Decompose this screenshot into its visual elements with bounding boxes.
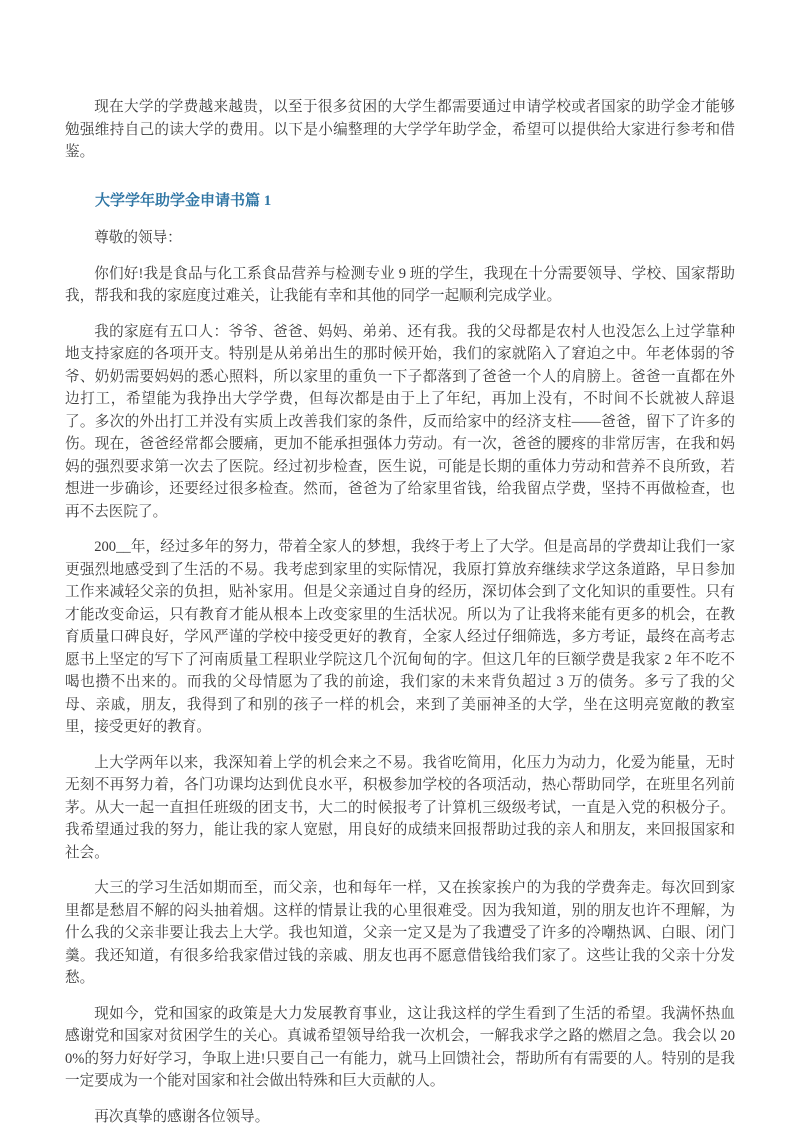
section-heading-title: 大学学年助学金申请书篇 1 <box>95 192 272 209</box>
college-admission-paragraph: 200__年，经过多年的努力，带着全家人的梦想，我终于考上了大学。但是高昂的学费却让我们一家更强烈地感受到了生活的不易。我考虑到家里的实际情况，我原打算放弃继续求学这条道路，早日参加工作来减轻父亲的负担，贴补家用。但是父亲通过自身的经历，深切体会到了文化知识的重要性。只有才能改变命运，只有教育才能从根本上改变家里的生活状况。所以为了让我将来能有更多的机会，在教育质量口碑良好，学风严谨的学校中接受更好的教育，全家人经过仔细筛选，多方考证，最终在高考志愿书上坚定的写下了河南质量工程职业学院这几个沉甸甸的字。但这几年的巨额学费是我家 2 年不吃不喝也攒不出来的。而我的父母情愿为了我的前途，我们家的未来背负超过 3 万的债务。多亏了我的父母、亲戚，朋友，我得到了和别的孩子一样的机会，来到了美丽神圣的大学，坐在这明亮宽敞的教室里，接受更好的教育。 <box>65 539 735 735</box>
family-background-paragraph: 我的家庭有五口人：爷爷、爸爸、妈妈、弟弟、还有我。我的父母都是农村人也没怎么上过学靠种地支持家庭的各项开支。特别是从弟弟出生的那时候开始，我们的家就陷入了窘迫之中。年老体弱的爷爷、奶奶需要妈妈的悉心照料，所以家里的重负一下子都落到了爸爸一个人的肩膀上。爸爸一直都在外边打工，希望能为我挣出大学学费，但每次都是由于上了年纪，再加上没有，不时间不长就被人辞退了。多次的外出打工并没有实质上改善我们家的条件，反而给家中的经济支柱——爸爸，留下了许多的伤。现在，爸爸经常都会腰痛，更加不能承担强体力劳动。有一次，爸爸的腰疼的非常厉害，在我和妈妈的强烈要求第一次去了医院。经过初步检查，医生说，可能是长期的重体力劳动和营养不良所致，若想进一步确诊，还要经过很多检查。然而，爸爸为了给家里省钱，给我留点学费，坚持不再做检查，也再不去医院了。 <box>65 323 735 520</box>
closing-paragraph: 再次真挚的感谢各位领导。 <box>94 1108 270 1125</box>
junior-year-paragraph: 大三的学习生活如期而至，而父亲，也和每年一样，又在挨家挨户的为我的学费奔走。每次回到家里都是愁眉不解的闷头抽着烟。这样的情景让我的心里很难受。因为我知道，别的朋友也许不理解，为什么我的父亲非要让我去上大学。我也知道，父亲一定又是为了我遭受了许多的冷嘲热讽、白眼、闭门羹。我还知道，有很多给我家借过钱的亲戚、朋友也再不愿意借钱给我们家了。这些让我的父亲十分发愁。 <box>65 880 735 986</box>
college-life-paragraph: 上大学两年以来，我深知着上学的机会来之不易。我省吃简用，化压力为动力，化爱为能量，无时无刻不再努力着，各门功课均达到优良水平，积极参加学校的各项活动，热心帮助同学，在班里名列前茅。从大一起一直担任班级的团支书，大二的时候报考了计算机三级级考试，一直是入党的积极分子。我希望通过我的努力，能让我的家人宽慰，用良好的成绩来回报帮助过我的亲人和朋友，来回报国家和社会。 <box>65 754 735 861</box>
salutation: 尊敬的领导： <box>94 230 182 246</box>
greeting-paragraph: 你们好!我是食品与化工系食品营养与检测专业 9 班的学生，我现在十分需要领导、学校、国家帮助我，帮我和我的家庭度过难关，让我能有幸和其他的同学一起顺利完成学业。 <box>65 265 735 304</box>
gratitude-hope-paragraph: 现如今，党和国家的政策是大力发展教育事业，这让我这样的学生看到了生活的希望。我满怀热血感谢党和国家对贫困学生的关心。真诚希望领导给我一次机会，一解我求学之路的燃眉之急。我会以 200%的努力好好学习，争取上进!只要自己一有能力，就马上回馈社会，帮助所有有需要的人。特别的是我一定要成为一个能对国家和社会做出特殊和巨大贡献的人。 <box>65 1005 735 1089</box>
intro-paragraph: 现在大学的学费越来越贵，以至于很多贫困的大学生都需要通过申请学校或者国家的助学金才能够勉强维持自己的读大学的费用。以下是小编整理的大学学年助学金，希望可以提供给大家进行参考和借鉴。 <box>65 99 735 160</box>
